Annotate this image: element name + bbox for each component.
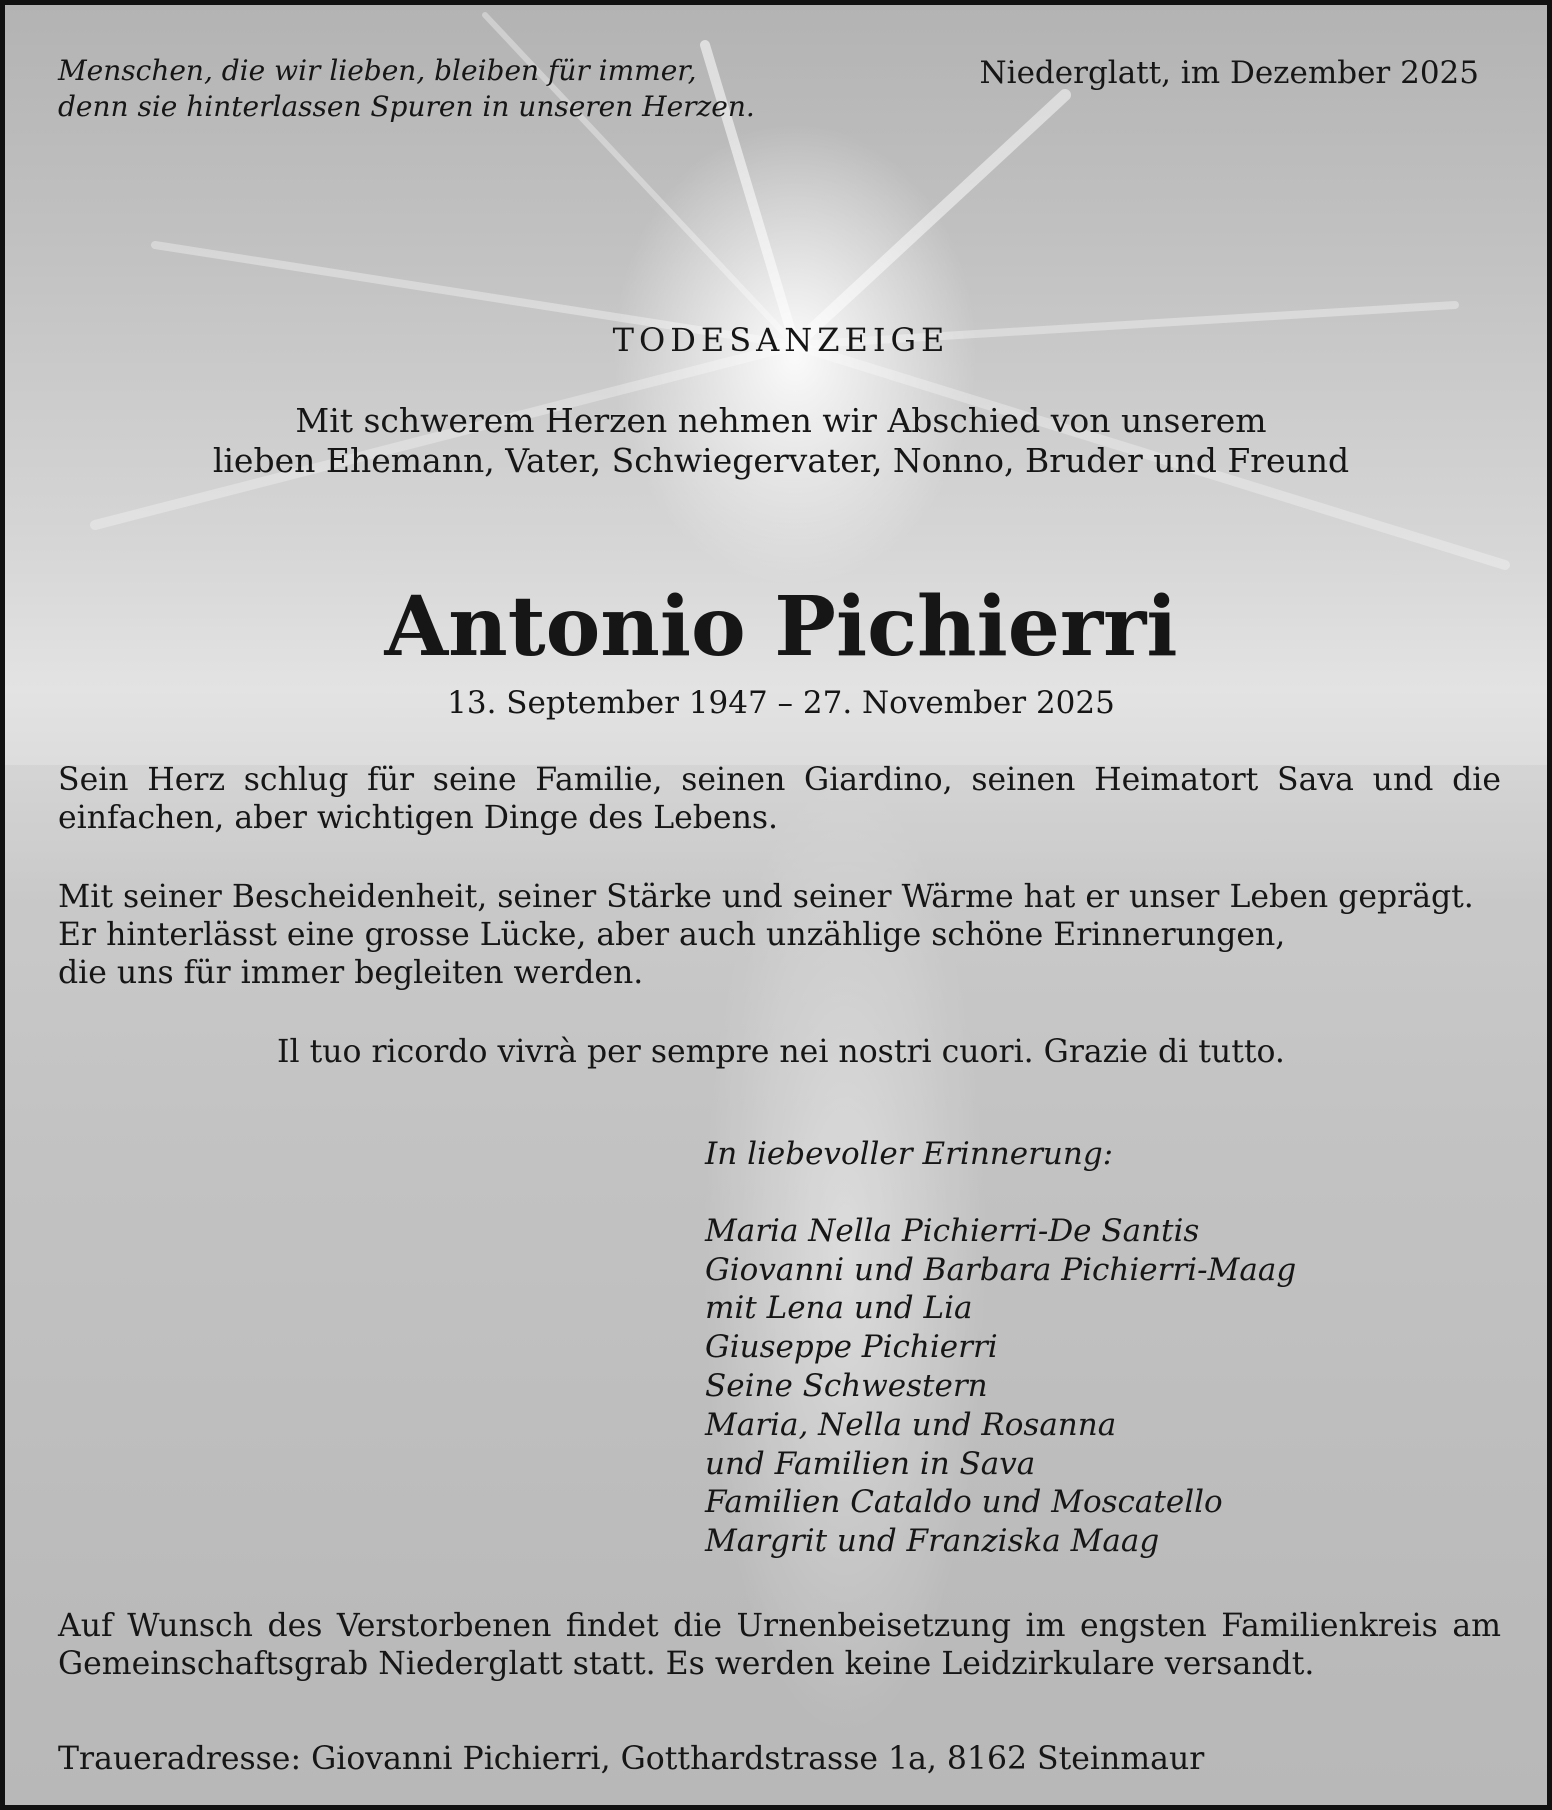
closing-words: Il tuo ricordo vivrà per sempre nei nostri cuori. Grazie di tutto. (277, 1034, 1285, 1070)
mourner-names (705, 1212, 1505, 1561)
mourner-name: mit Lena und Lia (705, 1290, 973, 1327)
mourner-name: und Familien in Sava (705, 1445, 1036, 1482)
notice-heading: TODESANZEIGE (612, 321, 950, 359)
tribute-line: Er hinterlässt eine grosse Lücke, aber auch unzählige schöne Erinnerungen, (58, 917, 1286, 953)
life-dates: 13. September 1947 – 27. November 2025 (447, 685, 1115, 721)
tribute-line: die uns für immer begleiten werden. (58, 955, 644, 991)
memorial-quote (58, 53, 818, 125)
mourners-list (705, 1135, 1505, 1561)
mourning-address: Traueradresse: Giovanni Pichierri, Gotthardstrasse 1a, 8162 Steinmaur (58, 1741, 1205, 1777)
quote-line: denn sie hinterlassen Spuren in unseren Herzen. (58, 90, 755, 123)
place-and-date: Niederglatt, im Dezember 2025 (979, 55, 1479, 91)
intro-line: lieben Ehemann, Vater, Schwiegervater, Nonno, Bruder und Freund (212, 441, 1350, 480)
mourner-name: Margrit und Franziska Maag (705, 1523, 1160, 1560)
burial-information: Auf Wunsch des Verstorbenen findet die Urnenbeisetzung im engsten Familienkreis am Gemeinschaftsgrab Niederglatt statt. Es werden keine Leidzirkulare versandt. (58, 1608, 1501, 1682)
mourner-name: Giovanni und Barbara Pichierri-Maag (705, 1251, 1297, 1288)
tribute-line: Mit seiner Bescheidenheit, seiner Stärke und seiner Wärme hat er unser Leben geprägt. (58, 879, 1474, 915)
farewell-intro (5, 401, 1552, 481)
mourner-name: Familien Cataldo und Moscatello (705, 1484, 1223, 1521)
intro-line: Mit schwerem Herzen nehmen wir Abschied von unserem (295, 401, 1267, 440)
mourners-label: In liebevoller Erinnerung: (705, 1136, 1114, 1172)
tribute-paragraph-2 (58, 878, 1501, 992)
mourner-name: Giuseppe Pichierri (705, 1329, 998, 1366)
tribute-paragraph: Sein Herz schlug für seine Familie, seinen Giardino, seinen Heimatort Sava und die einfachen, aber wichtigen Dinge des Lebens. (58, 762, 1501, 836)
mourner-name: Maria Nella Pichierri-De Santis (705, 1212, 1200, 1249)
quote-line: Menschen, die wir lieben, bleiben für immer, (58, 54, 697, 87)
deceased-name: Antonio Pichierri (384, 579, 1178, 675)
mourner-name: Seine Schwestern (705, 1367, 988, 1404)
mourner-name: Maria, Nella und Rosanna (705, 1406, 1117, 1443)
